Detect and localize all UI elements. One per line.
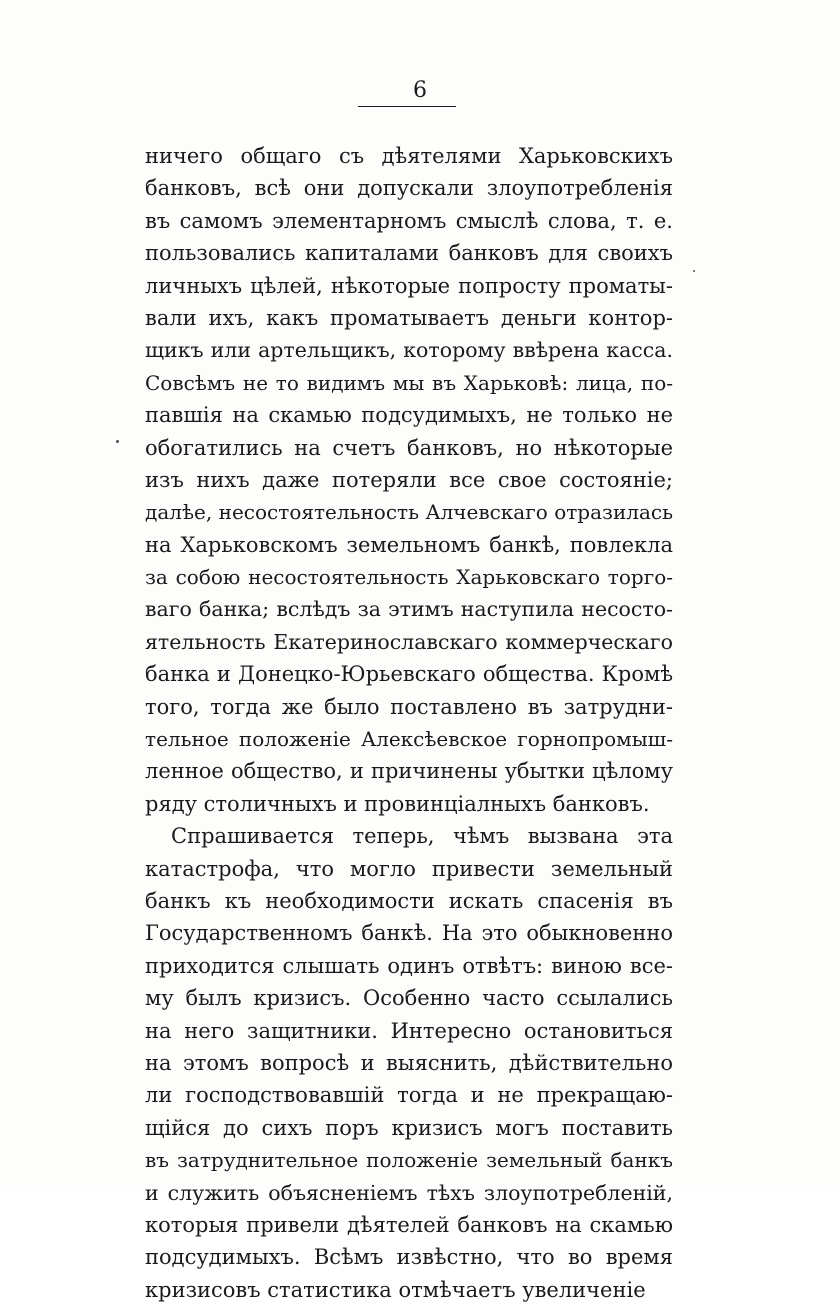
text-line: ли господствовавшій тогда и не прекращаю-	[145, 1083, 673, 1108]
text-line: кризисовъ статистика отмѣчаетъ увеличеніе	[145, 1277, 646, 1302]
print-speck	[116, 440, 119, 443]
text-line: банковъ, всѣ они допускали злоупотребленія	[145, 176, 673, 201]
text-line: на Харьковскомъ земельномъ банкѣ, повлекла	[145, 532, 673, 557]
paragraph	[145, 140, 673, 820]
body-text	[145, 140, 673, 1306]
text-line: Совсѣмъ не то видимъ мы въ Харьковѣ: лица, по-	[145, 370, 673, 395]
text-line: въ самомъ элементарномъ смыслѣ слова, т. е.	[145, 208, 673, 233]
text-line: далѣе, несостоятельность Алчевскаго отразилась	[145, 500, 673, 525]
text-line: и служить объясненіемъ тѣхъ злоупотребленій,	[145, 1180, 673, 1205]
text-line: катастрофа, что могло привести земельный	[145, 856, 673, 881]
page-number-rule	[358, 106, 456, 107]
text-line: подсудимыхъ. Всѣмъ извѣстно, что во время	[145, 1245, 673, 1270]
text-line: за собою несостоятельность Харьковскаго торго-	[145, 565, 673, 590]
text-line: обогатились на счетъ банковъ, но нѣкоторые	[145, 435, 673, 460]
text-line: того, тогда же было поставлено въ затрудни-	[145, 694, 673, 719]
text-line: банка и Донецко-Юрьевскаго общества. Кромѣ	[145, 662, 673, 687]
text-line: ятельность Екатеринославскаго коммерческаго	[145, 629, 673, 654]
text-line: личныхъ цѣлей, нѣкоторые попросту проматы-	[145, 273, 673, 298]
page-number: 6	[413, 78, 427, 103]
text-line: ряду столичныхъ и провинціалныхъ банковъ.	[145, 791, 650, 816]
text-line: которыя привели дѣятелей банковъ на скамью	[145, 1212, 673, 1237]
text-line: ленное общество, и причинены убытки цѣлому	[145, 759, 673, 784]
text-line: пользовались капиталами банковъ для своихъ	[145, 241, 673, 266]
text-line: на него защитники. Интересно остановиться	[145, 1018, 673, 1043]
text-line: изъ нихъ даже потеряли все свое состояніе;	[145, 467, 673, 492]
text-line: Государственномъ банкѣ. На это обыкновенно	[145, 921, 673, 946]
text-line: щійся до сихъ поръ кризисъ могъ поставить	[145, 1115, 673, 1140]
text-line: тельное положеніе Алексѣевское горнопромыш-	[145, 727, 673, 752]
text-line: щикъ или артельщикъ, которому ввѣрена касса.	[145, 338, 673, 363]
paragraph	[145, 820, 673, 1306]
text-line: банкъ къ необходимости искать спасенія въ	[145, 888, 673, 913]
text-line: ничего общаго съ дѣятелями Харьковскихъ	[145, 144, 673, 168]
text-line: павшія на скамью подсудимыхъ, не только не	[145, 403, 673, 428]
text-line: Спрашивается теперь, чѣмъ вызвана эта	[171, 824, 673, 849]
print-speck	[693, 270, 695, 272]
text-line: ваго банка; вслѣдъ за этимъ наступила несосто-	[145, 597, 673, 622]
text-line: на этомъ вопросѣ и выяснить, дѣйствительно	[145, 1050, 673, 1075]
text-line: вали ихъ, какъ проматываетъ деньги контор-	[145, 305, 673, 330]
text-line: въ затруднительное положеніе земельный банкъ	[145, 1148, 673, 1173]
text-line: приходится слышать одинъ отвѣтъ: виною все-	[145, 953, 673, 978]
text-line: му былъ кризисъ. Особенно часто ссылались	[145, 986, 673, 1011]
